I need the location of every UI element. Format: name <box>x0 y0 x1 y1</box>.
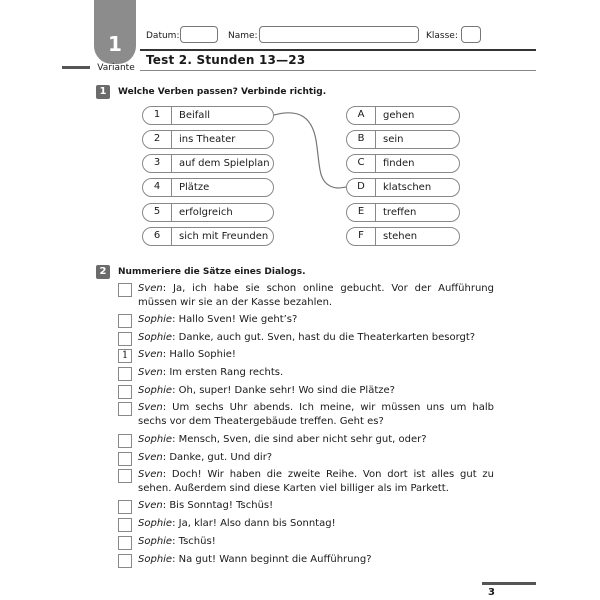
left-item-text: Plätze <box>179 182 210 193</box>
left-item-text: Beifall <box>179 110 210 121</box>
right-item-text: finden <box>383 158 415 169</box>
order-checkbox[interactable] <box>118 283 132 297</box>
variant-number: 1 <box>108 32 122 56</box>
right-item-text: treffen <box>383 207 417 218</box>
dialog-line <box>118 553 494 568</box>
left-item-key: 6 <box>143 228 172 245</box>
dialog-line <box>118 366 494 381</box>
dialog-line <box>118 499 494 514</box>
order-checkbox[interactable] <box>118 434 132 448</box>
dialog-text <box>138 282 494 310</box>
speaker: Sophie <box>138 314 173 325</box>
order-checkbox[interactable] <box>118 367 132 381</box>
speaker: Sven <box>138 402 163 413</box>
dialog-text <box>138 331 494 345</box>
left-item-text: sich mit Freunden <box>179 231 269 242</box>
task2-title: Nummeriere die Sätze eines Dialogs. <box>118 267 306 277</box>
order-checkbox[interactable] <box>118 332 132 346</box>
dialog-line <box>118 468 494 496</box>
right-item-key: E <box>347 204 376 221</box>
speaker: Sven <box>138 367 163 378</box>
order-checkbox[interactable] <box>118 452 132 466</box>
speaker: Sven <box>138 283 163 294</box>
left-item-key: 2 <box>143 131 172 148</box>
utterance: : Mensch, Sven, die sind aber nicht sehr gut, oder? <box>172 434 427 445</box>
speaker: Sophie <box>138 554 173 565</box>
order-checkbox[interactable] <box>118 314 132 328</box>
utterance: : Danke, auch gut. Sven, hast du die Theaterkarten besorgt? <box>172 332 476 343</box>
dialog-line <box>118 282 494 310</box>
order-checkbox[interactable] <box>118 518 132 532</box>
dialog-line <box>118 535 494 550</box>
page-number: 3 <box>488 587 495 598</box>
utterance: : Im ersten Rang rechts. <box>162 367 284 378</box>
left-item-key: 5 <box>143 204 172 221</box>
dialog-line <box>118 313 494 328</box>
left-item-text: erfolgreich <box>179 207 233 218</box>
speaker: Sven <box>138 469 163 480</box>
right-item-text: klatschen <box>383 182 432 193</box>
left-item-key: 1 <box>143 107 172 124</box>
utterance: : Ja, ich habe sie schon online gebucht. Vor der Aufführung müssen wir sie an der Kasse bezahlen. <box>138 283 494 308</box>
speaker: Sophie <box>138 518 173 529</box>
utterance: : Na gut! Wann beginnt die Aufführung? <box>172 554 372 565</box>
dialog-text <box>138 535 494 549</box>
order-checkbox[interactable] <box>118 500 132 514</box>
utterance: : Hallo Sophie! <box>162 349 236 360</box>
utterance: : Hallo Sven! Wie geht’s? <box>172 314 298 325</box>
dialog-text <box>138 553 494 567</box>
task2-number: 2 <box>96 265 110 279</box>
dialog-text <box>138 499 494 513</box>
name-label: Name: <box>228 31 258 41</box>
dialog-text <box>138 366 494 380</box>
dialog-text <box>138 313 494 327</box>
datum-label: Datum: <box>146 31 180 41</box>
speaker: Sophie <box>138 332 173 343</box>
order-checkbox[interactable] <box>118 402 132 416</box>
speaker: Sophie <box>138 536 173 547</box>
task1-number: 1 <box>96 85 110 99</box>
dialog-line <box>118 401 494 429</box>
variant-label: Variante <box>97 63 135 73</box>
right-item-text: gehen <box>383 110 415 121</box>
dialog-text <box>138 401 494 429</box>
right-item-key: F <box>347 228 376 245</box>
dialog-line <box>118 451 494 466</box>
dialog-text <box>138 433 494 447</box>
dialog-line <box>118 384 494 399</box>
utterance: : Tschüs! <box>172 536 216 547</box>
left-item-key: 4 <box>143 179 172 196</box>
utterance: : Oh, super! Danke sehr! Wo sind die Plätze? <box>172 385 395 396</box>
right-item-key: D <box>347 179 376 196</box>
utterance: : Um sechs Uhr abends. Ich meine, wir müssen uns um halb sechs vor dem Theatergebäude treffen. Geht es? <box>138 402 494 427</box>
dialog-text <box>138 348 494 362</box>
speaker: Sophie <box>138 385 173 396</box>
right-item-key: C <box>347 155 376 172</box>
dialog-line <box>118 331 494 346</box>
speaker: Sophie <box>138 434 173 445</box>
right-item-text: stehen <box>383 231 418 242</box>
utterance: : Ja, klar! Also dann bis Sonntag! <box>172 518 336 529</box>
klasse-label: Klasse: <box>426 31 458 41</box>
left-item-key: 3 <box>143 155 172 172</box>
connection-curve <box>274 113 346 188</box>
task1-title: Welche Verben passen? Verbinde richtig. <box>118 87 327 97</box>
left-item-text: ins Theater <box>179 134 236 145</box>
order-checkbox[interactable] <box>118 469 132 483</box>
order-checkbox[interactable] <box>118 536 132 550</box>
utterance: : Danke, gut. Und dir? <box>162 452 273 463</box>
dialog-text <box>138 384 494 398</box>
right-item-key: B <box>347 131 376 148</box>
page-rule <box>482 582 536 585</box>
utterance: : Doch! Wir haben die zweite Reihe. Von dort ist alles gut zu sehen. Außerdem sind diese Karten viel billiger als im Parkett. <box>138 469 494 494</box>
right-item-text: sein <box>383 134 404 145</box>
order-checkbox[interactable]: 1 <box>118 349 132 363</box>
dialog-text <box>138 468 494 496</box>
dialog-line <box>118 348 494 363</box>
dialog-line <box>118 433 494 448</box>
dialog-text <box>138 517 494 531</box>
right-item-key: A <box>347 107 376 124</box>
speaker: Sven <box>138 349 163 360</box>
speaker: Sven <box>138 500 163 511</box>
order-checkbox[interactable] <box>118 554 132 568</box>
dialog-line <box>118 517 494 532</box>
speaker: Sven <box>138 452 163 463</box>
test-title: Test 2. Stunden 13—23 <box>146 53 306 67</box>
utterance: : Bis Sonntag! Tschüs! <box>162 500 274 511</box>
dialog-text <box>138 451 494 465</box>
order-checkbox[interactable] <box>118 385 132 399</box>
left-item-text: auf dem Spielplan <box>179 158 270 169</box>
